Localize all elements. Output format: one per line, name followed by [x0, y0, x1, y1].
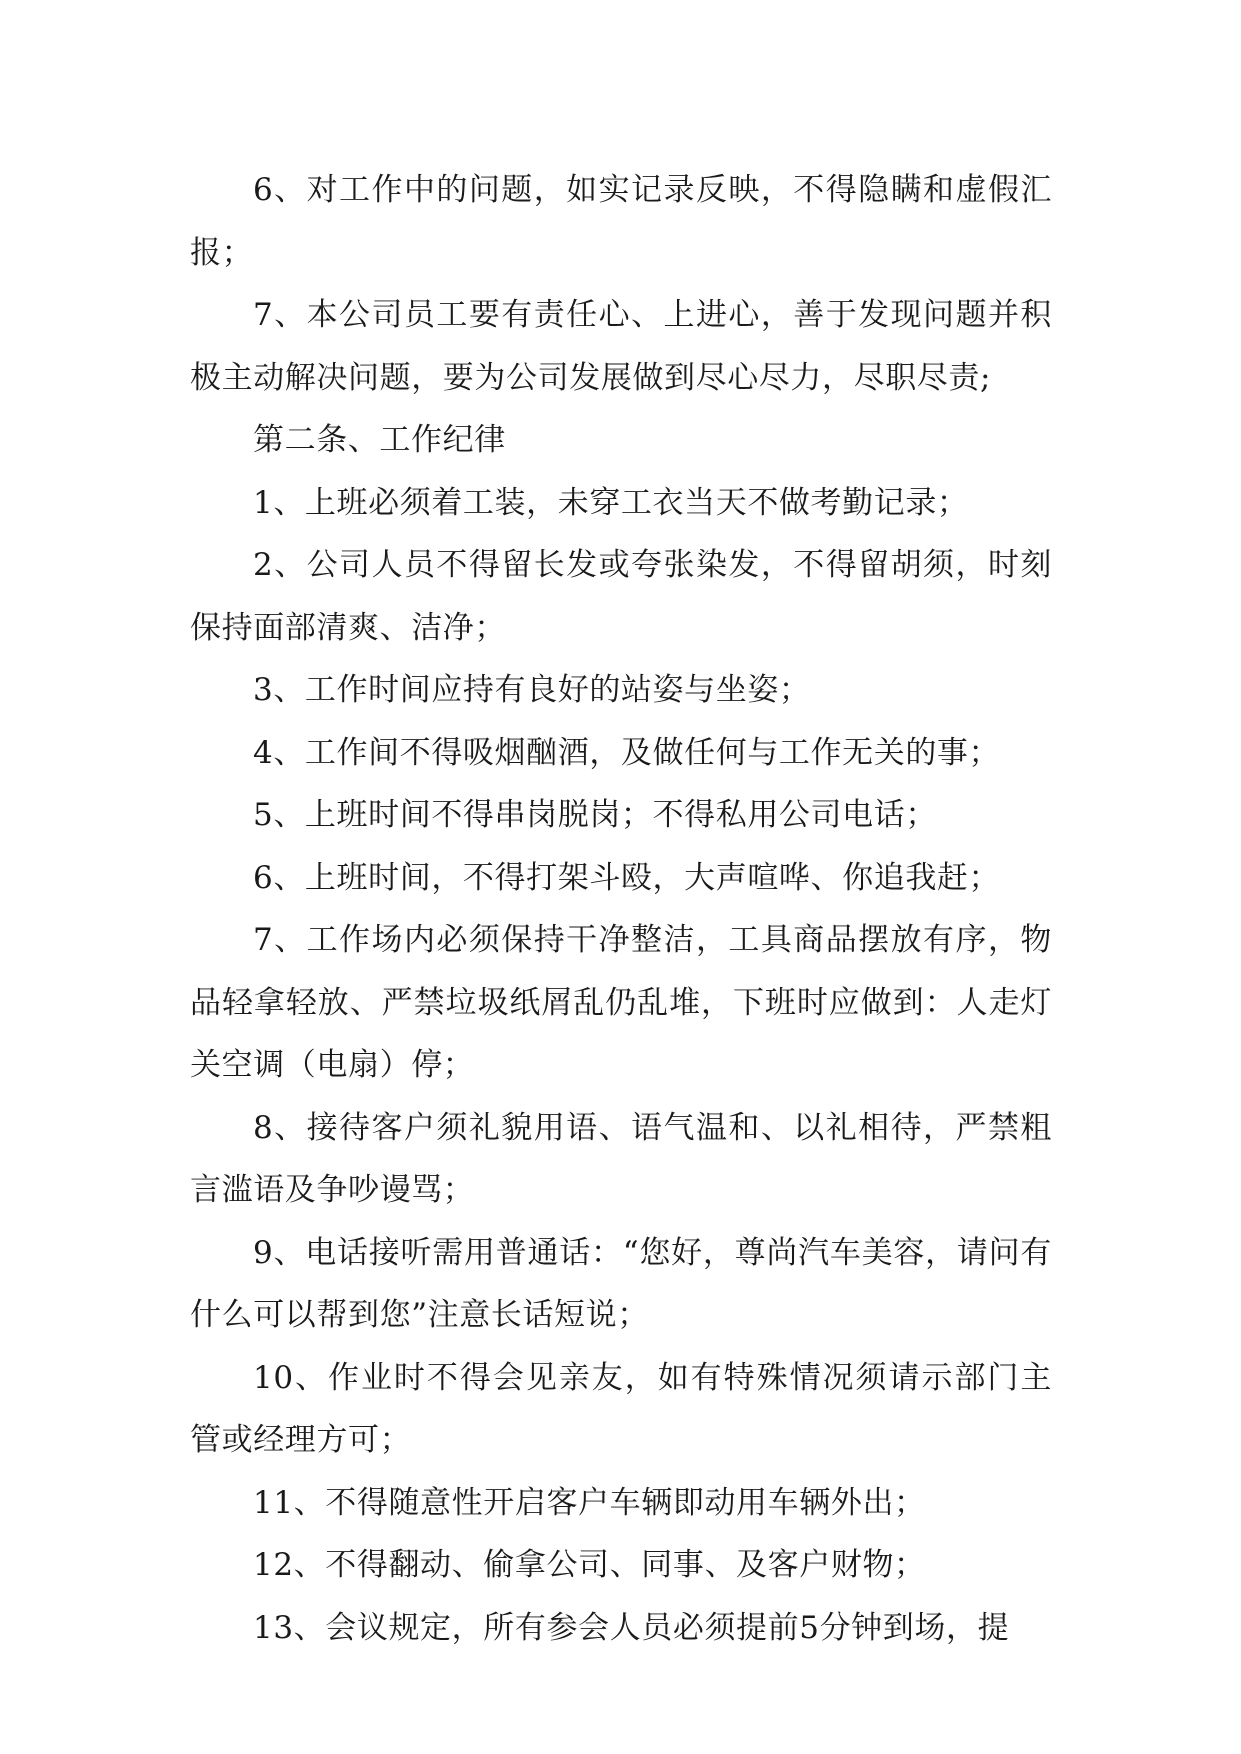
paragraph: 10、作业时不得会见亲友，如有特殊情况须请示部门主管或经理方可；	[190, 1359, 1052, 1458]
section-heading: 第二条、工作纪律	[253, 422, 506, 458]
paragraph: 6、上班时间，不得打架斗殴，大声喧哗、你追我赶；	[253, 859, 1001, 896]
paragraph: 9、电话接听需用普通话：“您好，尊尚汽车美容，请问有什么可以帮到您”注意长话短说；	[190, 1234, 1052, 1333]
paragraph: 3、工作时间应持有良好的站姿与坐姿；	[253, 672, 811, 708]
paragraph: 5、上班时间不得串岗脱岗；不得私用公司电话；	[253, 797, 937, 833]
paragraph: 8、接待客户须礼貌用语、语气温和、以礼相待，严禁粗言滥语及争吵谩骂；	[190, 1109, 1052, 1208]
paragraph: 1、上班必须着工装，未穿工衣当天不做考勤记录；	[253, 484, 969, 521]
paragraph: 12、不得翻动、偷拿公司、同事、及客户财物；	[253, 1547, 926, 1583]
paragraph: 6、对工作中的问题，如实记录反映，不得隐瞒和虚假汇报；	[190, 172, 1052, 271]
paragraph: 7、工作场内必须保持干净整洁，工具商品摆放有序，物品轻拿轻放、严禁垃圾纸屑乱仍乱堆，下班时应做到：人走灯关空调（电扇）停；	[190, 922, 1052, 1083]
paragraph: 11、不得随意性开启客户车辆即动用车辆外出；	[253, 1484, 926, 1521]
document-body	[190, 159, 1052, 1659]
paragraph: 7、本公司员工要有责任心、上进心，善于发现问题并积极主动解决问题，要为公司发展做到尽心尽力，尽职尽责;	[190, 297, 1052, 396]
paragraph: 4、工作间不得吸烟酗酒，及做任何与工作无关的事；	[253, 734, 1001, 771]
paragraph: 13、会议规定，所有参会人员必须提前5分钟到场，提	[253, 1609, 1010, 1646]
paragraph: 2、公司人员不得留长发或夸张染发，不得留胡须，时刻保持面部清爽、洁净；	[190, 547, 1052, 646]
